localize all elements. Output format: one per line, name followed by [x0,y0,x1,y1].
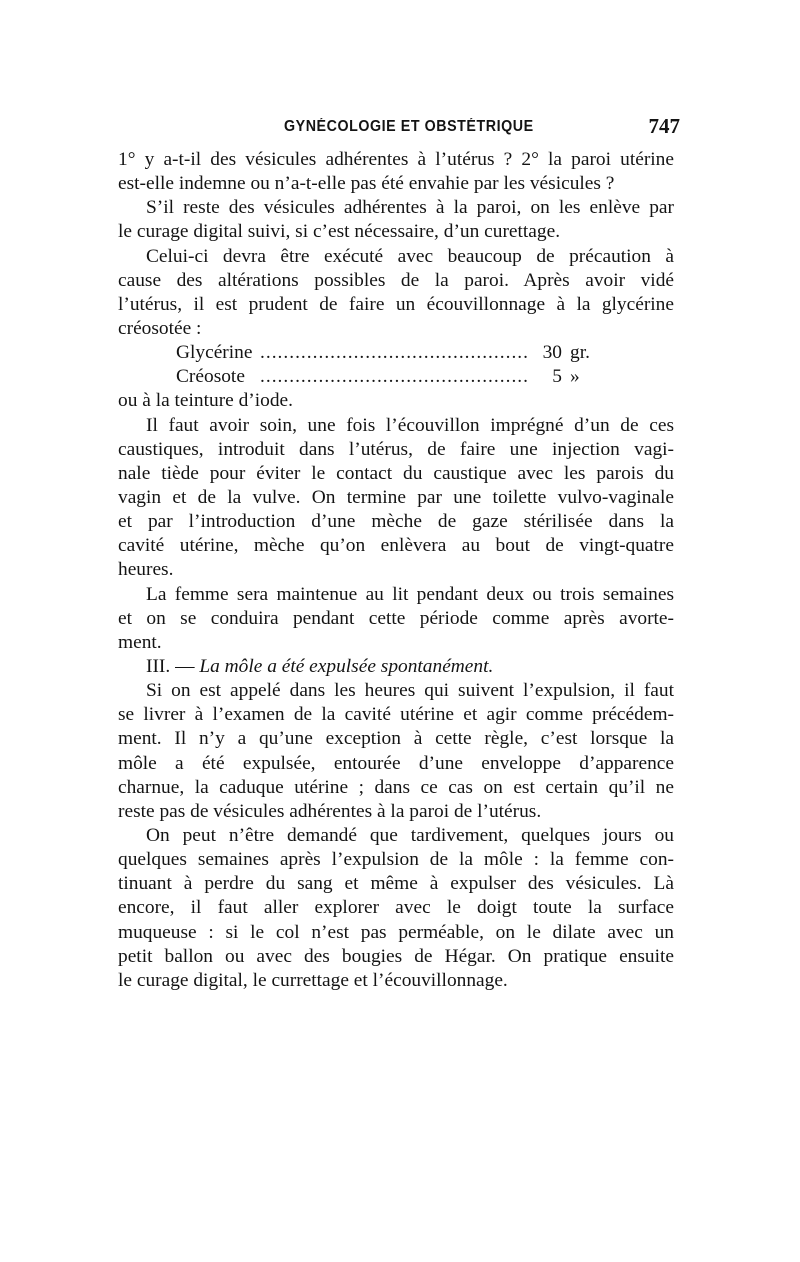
text-line: Si on est appelé dans les heures qui suivent l’expulsion, il faut [146,680,674,702]
paragraphs-after-recipe [118,389,674,655]
text-line: cause des altérations possibles de la paroi. Après avoir vidé [118,269,674,291]
text-line: se livrer à l’examen de la cavité utérine et agir comme précédem- [118,704,674,726]
section-number: III. — [146,655,195,677]
text-line: vagin et de la vulve. On termine par une toilette vulvo-vaginale [118,486,674,508]
text-line: Celui-ci devra être exécuté avec beaucoup de précaution à [146,245,674,267]
text-line: tinuant à perdre du sang et même à expulser des vésicules. Là [118,873,674,895]
ingredient-name: Glycérine [176,342,253,364]
text-line: caustiques, introduit dans l’utérus, de faire une injection vagi- [118,438,674,460]
text-line: muqueuse : si le col n’est pas perméable, on le dilate avec un [118,921,674,943]
text-line: môle a été expulsée, entourée d’une enveloppe d’apparence [118,752,674,774]
text-line: La femme sera maintenue au lit pendant deux ou trois semaines [146,583,674,605]
recipe-list [118,341,674,389]
text-line: ment. Il n’y a qu’une exception à cette règle, c’est lorsque la [118,728,674,750]
text-line: petit ballon ou avec des bougies de Hégar. On pratique ensuite [118,945,674,967]
text-line: l’utérus, il est prudent de faire un écouvillonnage à la glycérine [118,293,674,315]
text-line: nale tiède pour éviter le contact du caustique avec les parois du [118,462,674,484]
text-line: quelques semaines après l’expulsion de la môle : la femme con- [118,849,674,871]
ingredient-unit: gr. [570,342,590,364]
text-line: 1° y a-t-il des vésicules adhérentes à l’utérus ? 2° la paroi utérine [118,149,674,170]
section-heading [118,655,674,679]
page-number: 747 [648,114,680,138]
section-title: La môle a été expulsée spontanément. [199,655,494,677]
text-line: le curage digital suivi, si c’est nécessaire, d’un curettage. [118,221,561,243]
recipe-row [118,341,674,365]
text-line: heures. [118,559,174,581]
text-line: ment. [118,631,162,653]
text-line: et par l’introduction d’une mèche de gaze stérilisée dans la [118,511,674,533]
body-text [118,148,674,993]
text-line: et on se conduira pendant cette période comme après avorte- [118,607,674,629]
text-line: le curage digital, le currettage et l’écouvillonnage. [118,969,508,991]
recipe-row [118,365,674,389]
running-header [124,116,680,144]
paragraphs-before-recipe [118,148,674,341]
ingredient-amount: 5 [552,366,562,388]
running-title: GYNÉCOLOGIE ET OBSTÉTRIQUE [284,118,534,135]
ingredient-unit: » [570,366,580,388]
text-line: ou à la teinture d’iode. [118,390,293,412]
text-line: créosotée : [118,317,202,339]
ingredient-amount: 30 [542,342,562,364]
text-line: est-elle indemne ou n’a-t-elle pas été envahie par les vésicules ? [118,173,615,195]
ingredient-name: Créosote [176,366,245,388]
text-line: On peut n’être demandé que tardivement, quelques jours ou [146,824,674,846]
text-line: reste pas de vésicules adhérentes à la paroi de l’utérus. [118,800,542,822]
text-line: cavité utérine, mèche qu’on enlèvera au bout de vingt-quatre [118,535,674,557]
text-line: Il faut avoir soin, une fois l’écouvillon imprégné d’un de ces [146,414,674,436]
leader-dots: .............................................. [260,342,529,364]
text-line: charnue, la caduque utérine ; dans ce cas on est certain qu’il ne [118,776,674,798]
text-line: encore, il faut aller explorer avec le doigt toute la surface [118,897,674,919]
paragraphs-after-section [118,679,674,993]
leader-dots: .............................................. [260,366,529,388]
text-line: S’il reste des vésicules adhérentes à la paroi, on les enlève par [146,197,674,219]
